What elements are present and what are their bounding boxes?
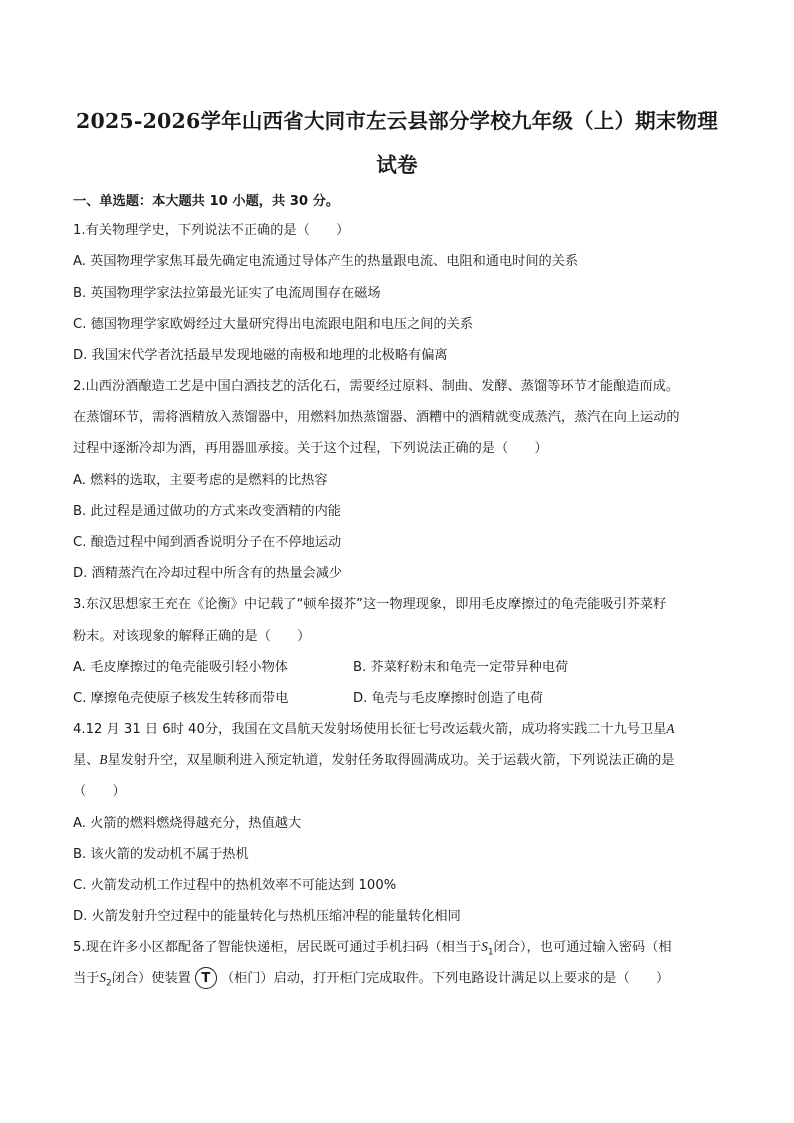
q5-stem-line2 bbox=[73, 967, 669, 989]
q1-stem: 1.有关物理学史，下列说法不正确的是（ ） bbox=[73, 223, 350, 238]
q1-option-a: A. 英国物理学家焦耳最先确定电流通过导体产生的热量跟电流、电阻和通电时间的关系 bbox=[73, 254, 579, 269]
q4-option-d: D. 火箭发射升空过程中的能量转化与热机压缩冲程的能量转化相同 bbox=[73, 909, 461, 924]
q4-stem-line3: （ ） bbox=[73, 784, 126, 799]
q4-option-a: A. 火箭的燃料燃烧得越充分，热值越大 bbox=[73, 816, 302, 831]
q2-option-b: B. 此过程是通过做功的方式来改变酒精的内能 bbox=[73, 504, 341, 519]
q5-stem-line1-text: 5.现在许多小区都配备了智能快递柜，居民既可通过手机扫码（相当于 bbox=[73, 940, 482, 955]
switch-s1-label: S bbox=[481, 939, 488, 954]
q4-stem-line1 bbox=[73, 718, 674, 737]
exam-title-line2: 试卷 bbox=[376, 153, 418, 177]
q5-stem-line2-prefix: 当于 bbox=[73, 971, 100, 986]
q3-option-a: A. 毛皮摩擦过的龟壳能吸引轻小物体 bbox=[73, 660, 288, 675]
q2-option-a: A. 燃料的选取，主要考虑的是燃料的比热容 bbox=[73, 473, 328, 488]
q3-option-b: B. 芥菜籽粉末和龟壳一定带异种电荷 bbox=[353, 660, 569, 675]
q4-stem-line2 bbox=[73, 749, 675, 768]
exam-title-line1: 2025-2026学年山西省大同市左云县部分学校九年级（上）期末物理 bbox=[76, 109, 718, 133]
q5-stem-line1-tail: 闭合），也可通过输入密码（相 bbox=[493, 940, 672, 955]
switch-s2-subscript: 2 bbox=[105, 978, 112, 989]
q2-stem-line2: 在蒸馏环节，需将酒精放入蒸馏器中，用燃料加热蒸馏器、酒糟中的酒精就变成蒸汽，蒸汽在向上运动的 bbox=[73, 410, 680, 425]
q1-option-d: D. 我国宋代学者沈括最早发现地磁的南极和地理的北极略有偏离 bbox=[73, 348, 448, 363]
q3-stem-line1: 3.东汉思想家王充在《论衡》中记载了“顿牟掇芥”这一物理现象，即用毛皮摩擦过的龟壳能吸引芥菜籽 bbox=[73, 597, 667, 612]
q2-option-c: C. 酿造过程中闻到酒香说明分子在不停地运动 bbox=[73, 535, 342, 550]
q3-stem-line2: 粉末。对该现象的解释正确的是（ ） bbox=[73, 629, 311, 644]
q3-option-c: C. 摩擦龟壳使原子核发生转移而带电 bbox=[73, 691, 289, 706]
q2-stem-line1: 2.山西汾酒酿造工艺是中国白酒技艺的活化石，需要经过原料、制曲、发酵、蒸馏等环节才能酿造而成。 bbox=[73, 379, 680, 394]
q4-stem-line2-text: 星发射升空，双星顺利进入预定轨道，发射任务取得圆满成功。关于运载火箭，下列说法正确的是 bbox=[107, 753, 675, 768]
q2-option-d: D. 酒精蒸汽在冷却过程中所含有的热量会减少 bbox=[73, 566, 343, 581]
q5-stem-line2-tail: （柜门）启动，打开柜门完成取件。下列电路设计满足以上要求的是（ ） bbox=[220, 971, 670, 986]
q4-satellite-a: A bbox=[666, 721, 675, 736]
q1-option-b: B. 英国物理学家法拉第最光证实了电流周围存在磁场 bbox=[73, 286, 381, 301]
q4-option-c: C. 火箭发动机工作过程中的热机效率不可能达到 100% bbox=[73, 878, 397, 893]
q5-stem-line2-mid: 闭合）使装置 bbox=[111, 971, 191, 986]
device-t-symbol-icon: T bbox=[195, 967, 217, 989]
q3-option-d: D. 龟壳与毛皮摩擦时创造了电荷 bbox=[353, 691, 543, 706]
q1-option-c: C. 德国物理学家欧姆经过大量研究得出电流跟电阻和电压之间的关系 bbox=[73, 317, 474, 332]
q2-stem-line3: 过程中逐渐冷却为酒，再用器皿承接。关于这个过程，下列说法正确的是（ ） bbox=[73, 441, 548, 456]
q4-stem-line1-text: 4.12 月 31 日 6时 40分，我国在文昌航天发射场使用长征七号改运载火箭，成功将实践二十九号卫星 bbox=[73, 722, 667, 737]
switch-s1-subscript: 1 bbox=[487, 947, 494, 958]
q4-satellite-b: B bbox=[99, 752, 108, 767]
q4-stem-line2-prefix: 星、 bbox=[73, 753, 100, 768]
switch-s2-label: S bbox=[99, 970, 106, 985]
section-heading: 一、单选题：本大题共 10 小题，共 30 分。 bbox=[73, 194, 340, 209]
q4-option-b: B. 该火箭的发动机不属于热机 bbox=[73, 847, 249, 862]
q5-stem-line1 bbox=[73, 936, 672, 958]
